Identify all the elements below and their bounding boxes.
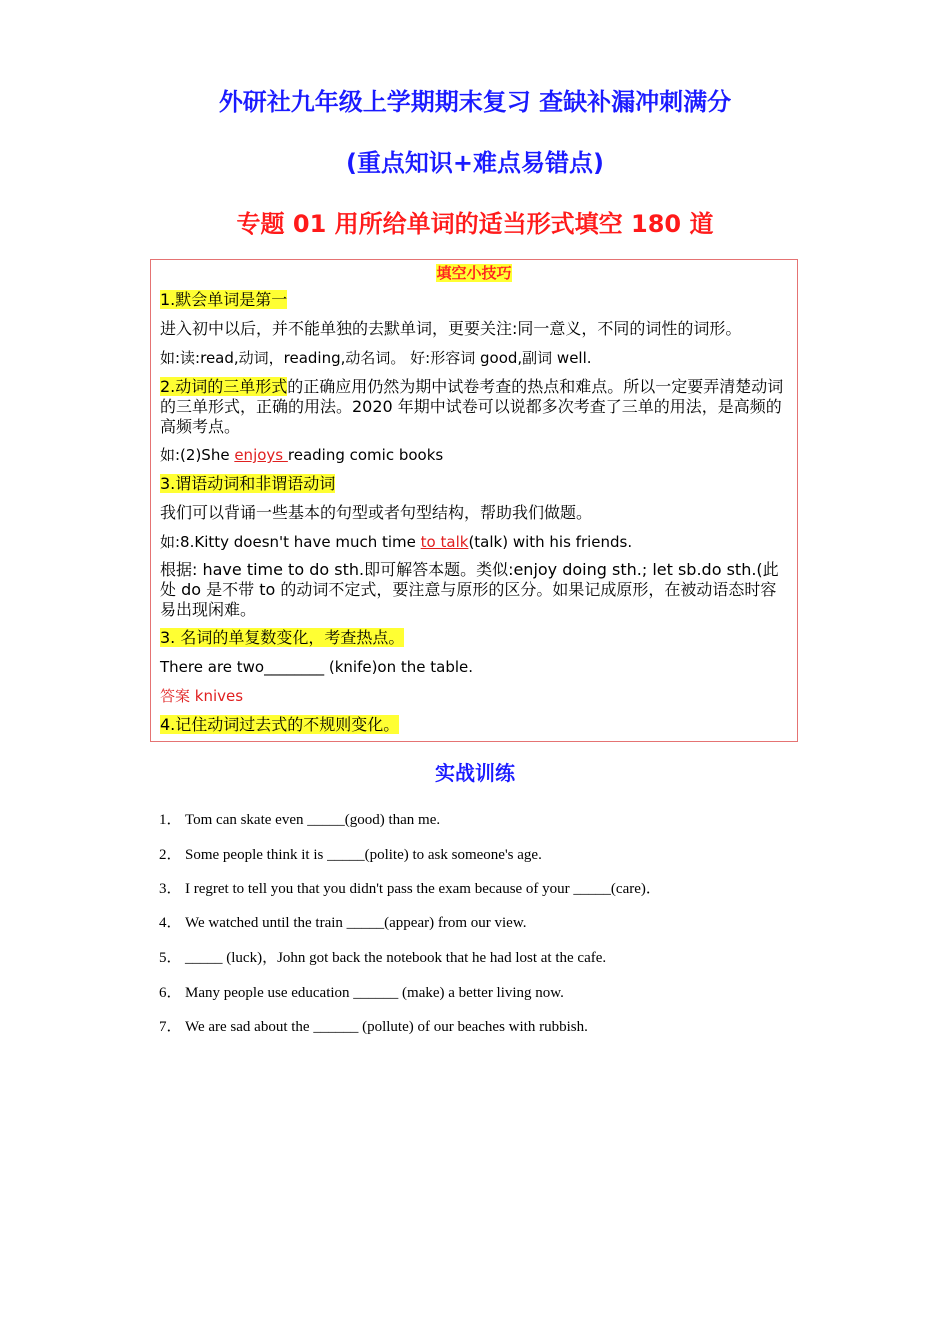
topic-title: 专题 01 用所给单词的适当形式填空 180 道: [236, 210, 714, 238]
tip-example-1: 如:(2)She enjoys reading comic books: [160, 446, 444, 464]
question-item: 2． Some people think it is _____(polite) to ask someone's age.: [159, 847, 542, 863]
tip-example-2: 如:8.Kitty doesn't have much time to talk(talk) with his friends.: [160, 533, 633, 551]
tip-heading-3: 3.谓语动词和非谓语动词: [160, 474, 336, 493]
tip-paragraph-4: 根据: have time to do sth.即可解答本题。类似:enjoy doing sth.; let sb.do sth.(此处 do 是不带 to 的动词不定式，要注意与原形的区分。如果记成原形，在被动语态时容易出现闲难。: [160, 560, 779, 619]
tip-paragraph-3: 我们可以背诵一些基本的句型或者句型结构，帮助我们做题。: [160, 503, 593, 522]
doc-subtitle: (重点知识+难点易错点): [345, 149, 605, 177]
tip-heading-2: 2.动词的三单形式的正确应用仍然为期中试卷考查的热点和难点。所以一定要弄清楚动词的三单形式，正确的用法。2020 年期中试卷可以说都多次考查了三单的用法，是高频的高频考点。: [160, 377, 784, 436]
question-item: 1． Tom can skate even _____(good) than me.: [159, 812, 441, 828]
tip-heading-5: 4.记住动词过去式的不规则变化。: [160, 715, 400, 734]
tips-box: [150, 259, 798, 742]
tip-answer: 答案 knives: [160, 687, 244, 705]
doc-title: 外研社九年级上学期期末复习 查缺补漏冲刺满分: [218, 88, 732, 116]
question-item: 6． Many people use education ______ (make) a better living now.: [159, 985, 564, 1001]
section-title: 实战训练: [435, 761, 515, 785]
question-item: 5． _____ (luck)，John got back the notebook that he had lost at the cafe.: [159, 950, 607, 966]
tip-heading-4: 3. 名词的单复数变化，考查热点。: [160, 628, 405, 647]
tip-example-3: There are two________ (knife)on the table.: [160, 658, 474, 676]
question-item: 4． We watched until the train _____(appear) from our view.: [159, 915, 527, 931]
tip-paragraph-2: 如:读:read,动词，reading,动名词。 好:形容词 good,副词 well.: [160, 349, 592, 367]
tip-paragraph-1: 进入初中以后，并不能单独的去默单词，更要关注:同一意义，不同的词性的词形。: [160, 319, 742, 338]
question-item: 3． I regret to tell you that you didn't pass the exam because of your _____(care)．: [159, 881, 661, 897]
question-item: 7． We are sad about the ______ (pollute) of our beaches with rubbish.: [159, 1019, 588, 1035]
tip-heading-1: 1.默会单词是第一: [160, 290, 288, 309]
tips-title: 填空小技巧: [436, 264, 512, 282]
